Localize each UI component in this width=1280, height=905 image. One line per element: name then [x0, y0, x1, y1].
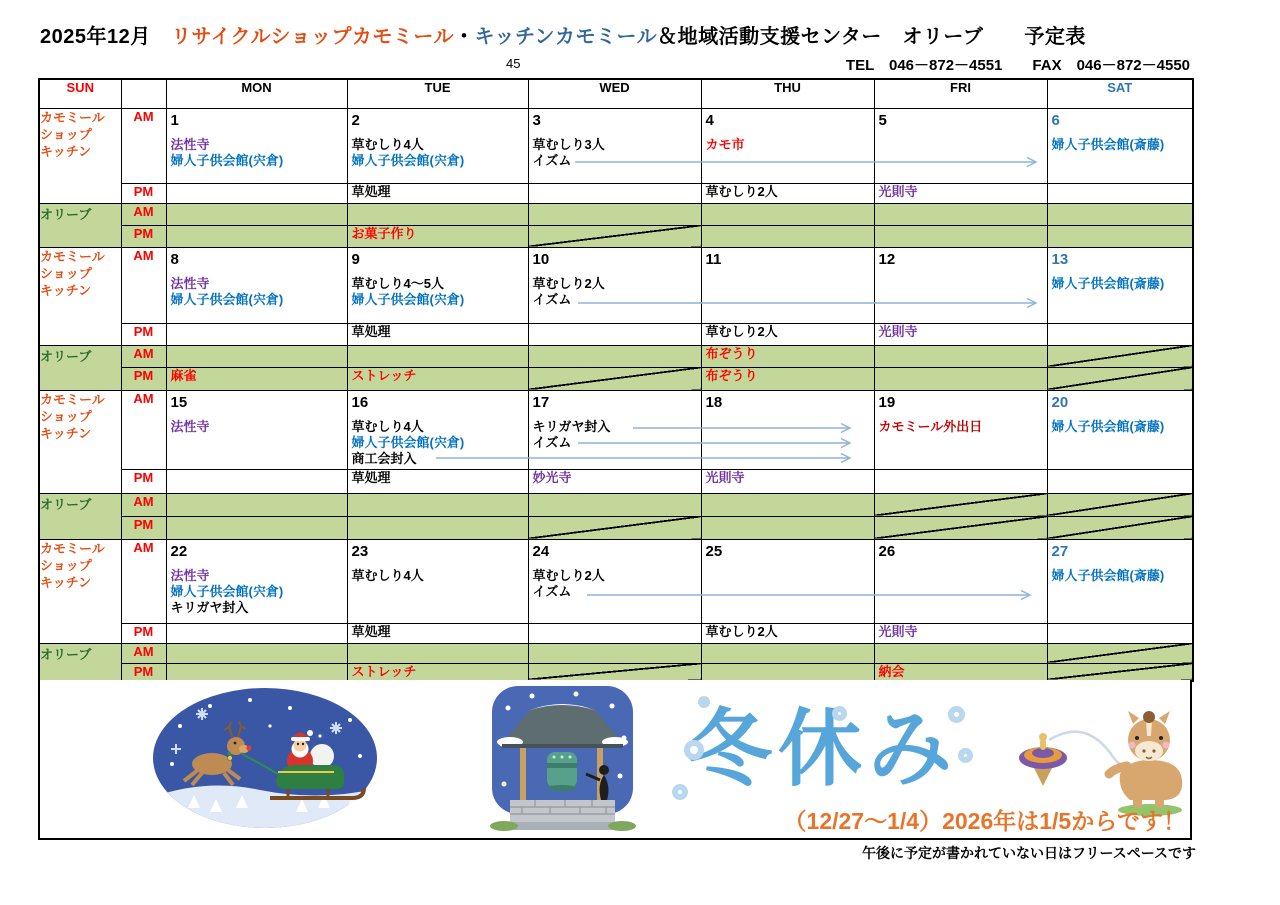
day-cell-am — [701, 390, 874, 469]
day-header-mon: MON — [166, 79, 347, 108]
olive-cell-am — [166, 493, 347, 516]
day-cell-am — [528, 390, 701, 469]
day-number: 1 — [170, 111, 179, 129]
group-label-olive: オリーブ — [39, 345, 121, 390]
schedule-table — [38, 78, 1194, 682]
day-cell-pm — [874, 183, 1047, 203]
day-cell-pm — [347, 323, 528, 345]
olive-cell-am — [874, 493, 1047, 516]
day-header-spacer — [121, 79, 166, 108]
day-number: 13 — [1051, 250, 1069, 268]
event-text: 法性寺 — [170, 275, 210, 291]
event-text: 光則寺 — [878, 623, 918, 639]
ampm-label: AM — [121, 643, 166, 663]
event-text: イズム — [532, 434, 572, 450]
event-text: 妙光寺 — [532, 469, 572, 485]
olive-cell-am — [528, 203, 701, 225]
day-number: 22 — [170, 542, 188, 560]
day-cell-am — [347, 390, 528, 469]
day-number: 17 — [532, 393, 550, 411]
olive-cell-pm — [528, 225, 701, 247]
day-cell-pm — [528, 183, 701, 203]
group-label-olive: オリーブ — [39, 643, 121, 681]
footer-note: 午後に予定が書かれていない日はフリースペースです — [862, 845, 1197, 861]
day-header-sun: SUN — [39, 79, 121, 108]
ampm-label: AM — [121, 247, 166, 323]
event-text: 婦人子供会館(宍倉) — [351, 291, 465, 307]
olive-cell-am — [874, 345, 1047, 367]
olive-cell-pm — [874, 367, 1047, 390]
ampm-label: PM — [121, 469, 166, 493]
ampm-label: AM — [121, 493, 166, 516]
group-label-olive: オリーブ — [39, 203, 121, 247]
event-text: 草むしり3人 — [532, 136, 605, 152]
day-number: 15 — [170, 393, 188, 411]
santa-sleigh-illustration — [150, 686, 380, 832]
day-header-wed: WED — [528, 79, 701, 108]
day-cell-am — [701, 539, 874, 623]
title-date: 2025年12月 — [40, 26, 151, 48]
day-cell-pm — [874, 469, 1047, 493]
day-header-tue: TUE — [347, 79, 528, 108]
day-cell-am — [874, 390, 1047, 469]
olive-cell-am — [874, 203, 1047, 225]
olive-cell-am — [528, 643, 701, 663]
day-cell-pm — [874, 323, 1047, 345]
olive-cell-am — [701, 203, 874, 225]
event-text: キリガヤ封入 — [532, 418, 611, 434]
event-text: 草むしり4～5人 — [351, 275, 444, 291]
day-cell-am — [166, 108, 347, 183]
olive-cell-pm — [166, 225, 347, 247]
winter-holiday-title: 冬休み — [688, 702, 959, 796]
day-cell-pm — [701, 469, 874, 493]
olive-cell-pm — [166, 516, 347, 539]
olive-cell-pm — [347, 367, 528, 390]
day-cell-am — [701, 247, 874, 323]
day-cell-am — [347, 247, 528, 323]
day-cell-pm — [347, 469, 528, 493]
event-text: 麻雀 — [170, 367, 197, 383]
day-cell-pm — [874, 623, 1047, 643]
olive-cell-am — [347, 345, 528, 367]
snow-ring-icon — [672, 784, 688, 800]
day-cell-am — [1047, 108, 1193, 183]
olive-cell-pm — [874, 663, 1047, 681]
day-number: 25 — [705, 542, 723, 560]
event-text: 納会 — [878, 663, 905, 679]
day-number: 18 — [705, 393, 723, 411]
day-cell-pm — [528, 469, 701, 493]
ampm-label: AM — [121, 345, 166, 367]
olive-cell-am — [1047, 345, 1193, 367]
group-label-olive: オリーブ — [39, 493, 121, 539]
olive-cell-pm — [166, 663, 347, 681]
day-cell-am — [347, 539, 528, 623]
olive-cell-pm — [1047, 663, 1193, 681]
title-suffix: ＆地域活動支援センター オリーブ 予定表 — [657, 26, 1086, 48]
title-recycle-shop: リサイクルショップカモミール — [171, 26, 454, 48]
event-text: イズム — [532, 291, 572, 307]
day-number: 3 — [532, 111, 541, 129]
olive-cell-am — [347, 643, 528, 663]
snow-ring-icon — [958, 748, 973, 763]
olive-cell-pm — [528, 516, 701, 539]
event-text: 婦人子供会館(斎藤) — [1051, 567, 1165, 583]
event-text: 法性寺 — [170, 567, 210, 583]
day-number: 11 — [705, 250, 722, 268]
title-separator: ・ — [453, 26, 475, 48]
day-cell-am — [874, 247, 1047, 323]
day-number: 16 — [351, 393, 369, 411]
group-label-kamomile: カモミール ショップ キッチン — [39, 390, 121, 493]
day-cell-pm — [701, 183, 874, 203]
day-number: 8 — [170, 250, 179, 268]
day-cell-pm — [1047, 623, 1193, 643]
event-text: 布ぞうり — [705, 367, 758, 383]
day-cell-am — [1047, 247, 1193, 323]
day-cell-pm — [166, 623, 347, 643]
snow-ring-icon — [698, 696, 710, 708]
olive-cell-pm — [1047, 516, 1193, 539]
event-text: 婦人子供会館(宍倉) — [170, 583, 284, 599]
event-text: 布ぞうり — [705, 345, 758, 361]
day-number: 19 — [878, 393, 896, 411]
horse-icon — [1109, 711, 1182, 816]
snow-ring-icon — [832, 706, 847, 721]
olive-cell-pm — [1047, 367, 1193, 390]
event-text: 婦人子供会館(宍倉) — [351, 152, 465, 168]
event-text: 婦人子供会館(宍倉) — [170, 291, 284, 307]
olive-cell-pm — [874, 516, 1047, 539]
day-cell-am — [347, 108, 528, 183]
event-text: お菓子作り — [351, 225, 417, 241]
day-cell-am — [1047, 390, 1193, 469]
event-text: 草処理 — [351, 183, 391, 199]
event-text: 草むしり2人 — [705, 183, 778, 199]
day-cell-pm — [347, 623, 528, 643]
day-cell-am — [528, 108, 701, 183]
snow-ring-icon — [684, 740, 704, 760]
event-text: イズム — [532, 152, 572, 168]
event-text: 婦人子供会館(斎藤) — [1051, 418, 1165, 434]
olive-cell-pm — [347, 225, 528, 247]
contact-info: TEL 046－872－4551 FAX 046－872－4550 — [845, 57, 1190, 74]
olive-cell-am — [166, 345, 347, 367]
event-text: 婦人子供会館(斎藤) — [1051, 136, 1165, 152]
olive-cell-pm — [1047, 225, 1193, 247]
day-number: 9 — [351, 250, 360, 268]
footer-illustration-band — [38, 680, 1192, 840]
olive-cell-am — [701, 643, 874, 663]
day-number: 20 — [1051, 393, 1069, 411]
day-number: 10 — [532, 250, 550, 268]
olive-cell-am — [1047, 643, 1193, 663]
olive-cell-pm — [701, 367, 874, 390]
olive-cell-pm — [347, 516, 528, 539]
day-cell-am — [166, 539, 347, 623]
ampm-label: PM — [121, 183, 166, 203]
day-number: 5 — [878, 111, 887, 129]
olive-cell-pm — [701, 225, 874, 247]
day-cell-am — [874, 108, 1047, 183]
day-cell-am — [701, 108, 874, 183]
day-cell-pm — [701, 623, 874, 643]
event-text: 草むしり2人 — [705, 323, 778, 339]
day-cell-pm — [347, 183, 528, 203]
olive-cell-am — [1047, 493, 1193, 516]
event-text: 婦人子供会館(斎藤) — [1051, 275, 1165, 291]
event-text: 法性寺 — [170, 136, 210, 152]
page-number: 45 — [506, 56, 521, 71]
event-text: 光則寺 — [878, 323, 918, 339]
ampm-label: PM — [121, 663, 166, 681]
spinning-top-icon — [1019, 732, 1135, 786]
event-text: 草むしり4人 — [351, 418, 424, 434]
event-text: 草むしり2人 — [532, 275, 605, 291]
olive-cell-am — [701, 493, 874, 516]
event-text: 草処理 — [351, 623, 391, 639]
day-cell-pm — [166, 183, 347, 203]
event-text: ストレッチ — [351, 663, 417, 679]
day-cell-pm — [1047, 469, 1193, 493]
event-text: イズム — [532, 583, 572, 599]
event-text: カモ市 — [705, 136, 745, 152]
day-number: 23 — [351, 542, 369, 560]
olive-cell-am — [347, 203, 528, 225]
ampm-label: PM — [121, 516, 166, 539]
event-text: 商工会封入 — [351, 450, 417, 466]
event-text: 法性寺 — [170, 418, 210, 434]
olive-cell-am — [166, 203, 347, 225]
snow-ring-icon — [948, 706, 965, 723]
group-label-kamomile: カモミール ショップ キッチン — [39, 539, 121, 643]
event-text: 婦人子供会館(宍倉) — [170, 152, 284, 168]
olive-cell-am — [874, 643, 1047, 663]
page-title — [40, 20, 1086, 49]
day-header-thu: THU — [701, 79, 874, 108]
day-number: 24 — [532, 542, 550, 560]
winter-holiday-caption: （12/27～1/4）2026年は1/5からです！ — [783, 808, 1186, 834]
olive-cell-am — [701, 345, 874, 367]
olive-cell-pm — [701, 516, 874, 539]
ampm-label: PM — [121, 623, 166, 643]
day-number: 26 — [878, 542, 896, 560]
event-text: 草むしり2人 — [705, 623, 778, 639]
day-cell-pm — [166, 469, 347, 493]
ampm-label: AM — [121, 390, 166, 469]
event-text: カモミール外出日 — [878, 418, 983, 434]
olive-cell-am — [347, 493, 528, 516]
olive-cell-pm — [701, 663, 874, 681]
event-text: 光則寺 — [878, 183, 918, 199]
day-number: 12 — [878, 250, 896, 268]
day-number: 4 — [705, 111, 714, 129]
day-cell-am — [1047, 539, 1193, 623]
olive-cell-am — [528, 493, 701, 516]
olive-cell-pm — [874, 225, 1047, 247]
day-cell-pm — [701, 323, 874, 345]
event-text: 草むしり4人 — [351, 567, 424, 583]
ampm-label: PM — [121, 225, 166, 247]
event-text: ストレッチ — [351, 367, 417, 383]
day-cell-am — [874, 539, 1047, 623]
group-label-kamomile: カモミール ショップ キッチン — [39, 247, 121, 345]
temple-bell-illustration — [480, 684, 645, 834]
ampm-label: PM — [121, 323, 166, 345]
event-text: 草処理 — [351, 469, 391, 485]
day-cell-am — [528, 539, 701, 623]
event-text: 光則寺 — [705, 469, 745, 485]
day-number: 2 — [351, 111, 360, 129]
olive-cell-am — [1047, 203, 1193, 225]
day-cell-pm — [1047, 323, 1193, 345]
title-kitchen: キッチンカモミール — [474, 26, 658, 48]
ampm-label: AM — [121, 108, 166, 183]
olive-cell-pm — [347, 663, 528, 681]
event-text: 草むしり4人 — [351, 136, 424, 152]
day-cell-pm — [528, 623, 701, 643]
day-cell-am — [166, 390, 347, 469]
event-text: 草処理 — [351, 323, 391, 339]
day-header-fri: FRI — [874, 79, 1047, 108]
olive-cell-pm — [528, 663, 701, 681]
olive-cell-am — [528, 345, 701, 367]
day-cell-am — [528, 247, 701, 323]
olive-cell-pm — [528, 367, 701, 390]
event-text: 草むしり2人 — [532, 567, 605, 583]
ampm-label: AM — [121, 539, 166, 623]
day-cell-pm — [1047, 183, 1193, 203]
day-cell-pm — [166, 323, 347, 345]
day-header-sat: SAT — [1047, 79, 1193, 108]
ampm-label: PM — [121, 367, 166, 390]
ampm-label: AM — [121, 203, 166, 225]
day-cell-pm — [528, 323, 701, 345]
day-cell-am — [166, 247, 347, 323]
day-number: 6 — [1051, 111, 1060, 129]
group-label-kamomile: カモミール ショップ キッチン — [39, 108, 121, 203]
olive-cell-pm — [166, 367, 347, 390]
event-text: キリガヤ封入 — [170, 599, 249, 615]
olive-cell-am — [166, 643, 347, 663]
event-text: 婦人子供会館(宍倉) — [351, 434, 465, 450]
day-number: 27 — [1051, 542, 1069, 560]
